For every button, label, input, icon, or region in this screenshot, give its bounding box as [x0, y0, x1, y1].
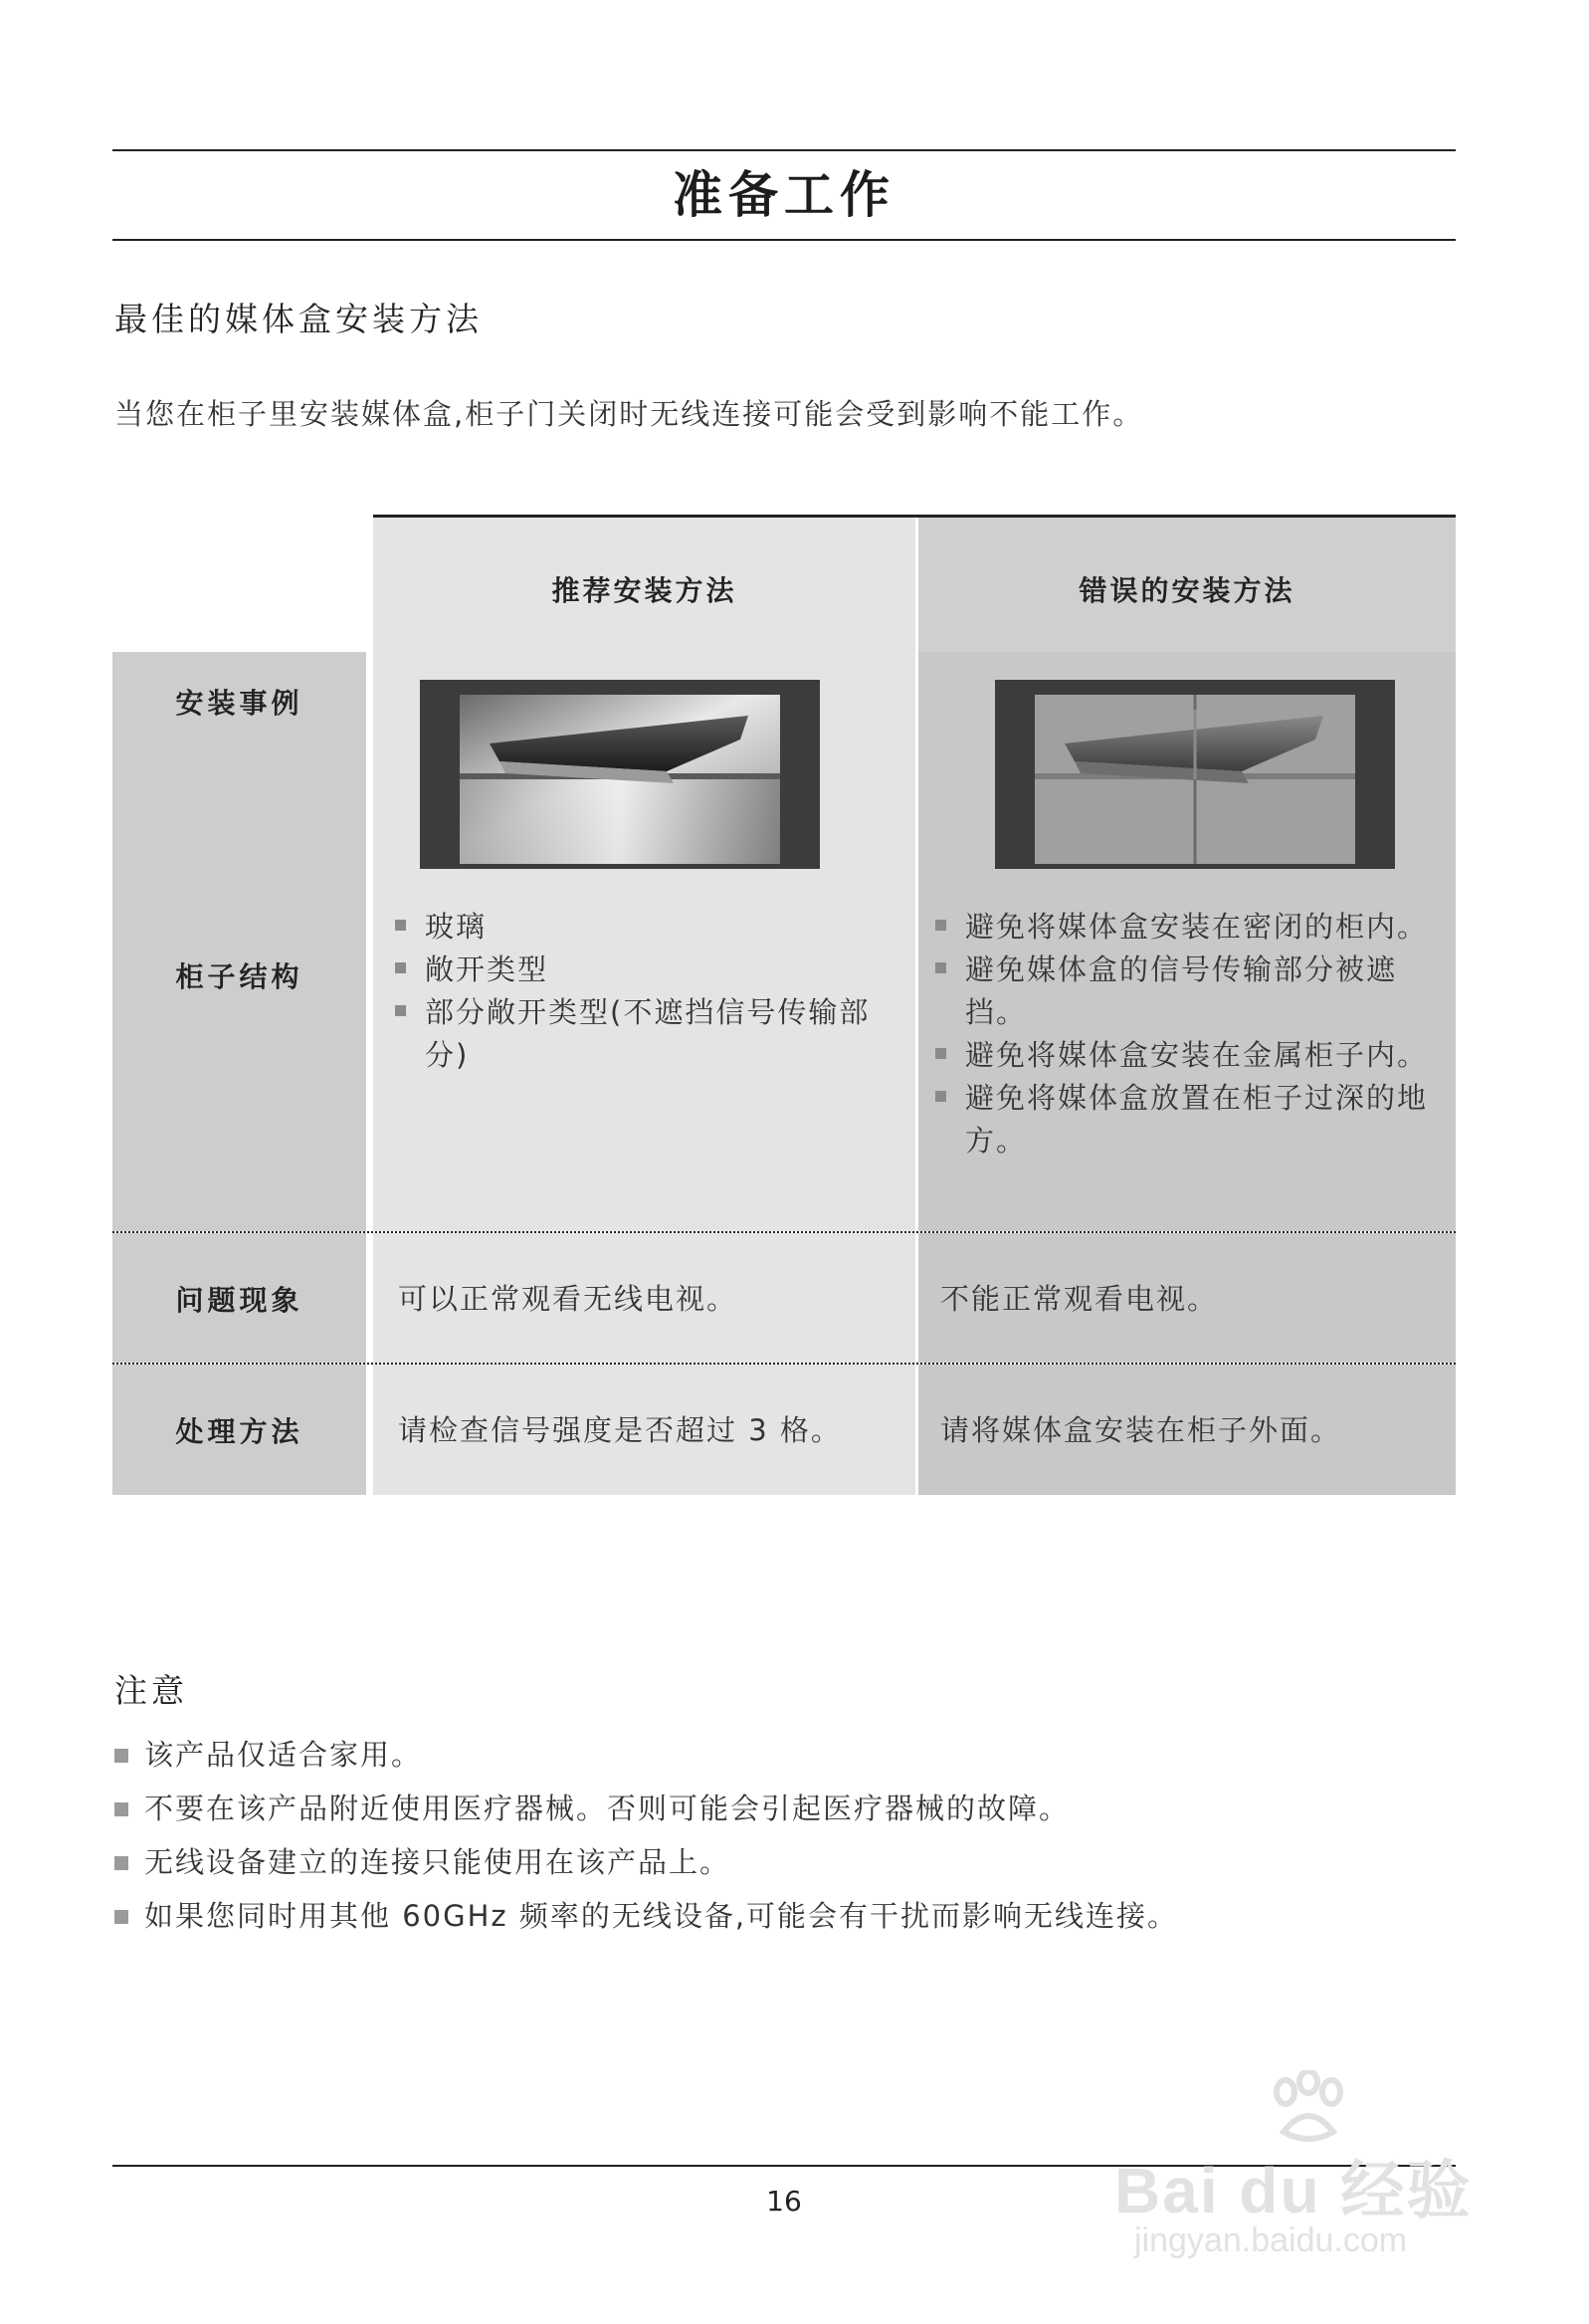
header-recommended: 推荐安装方法: [551, 574, 737, 607]
recommended-structure-list: [395, 906, 897, 1077]
wrong-top-cell: [918, 652, 1456, 1231]
row-label-symptom: 问题现象: [175, 1284, 303, 1317]
notes-heading: 注意: [114, 1671, 188, 1710]
bullet-square-icon: [935, 962, 946, 973]
header-wrong: 错误的安装方法: [1079, 574, 1295, 607]
bullet-square-icon: [395, 920, 406, 931]
row-label-example: 安装事例: [175, 687, 303, 720]
page-number: 16: [766, 2185, 802, 2218]
list-item: 部分敞开类型(不遮挡信号传输部分): [395, 991, 897, 1077]
bullet-square-icon: [114, 1856, 128, 1870]
title-rule: [112, 239, 1456, 241]
watermark-brand: Bai du 经验: [1114, 2155, 1473, 2226]
bullet-square-icon: [395, 1005, 406, 1016]
bullet-square-icon: [935, 920, 946, 931]
list-item: 该产品仅适合家用。: [114, 1728, 1448, 1782]
wrong-solution: 请将媒体盒安装在柜子外面。: [940, 1413, 1342, 1447]
list-item: 避免媒体盒的信号传输部分被遮挡。: [935, 949, 1438, 1034]
wrong-structure-list: [935, 906, 1438, 1162]
wrong-solution-cell: [918, 1365, 1456, 1495]
bullet-square-icon: [935, 1048, 946, 1059]
bullet-square-icon: [114, 1802, 128, 1816]
header-recommended-cell: [373, 518, 915, 652]
top-rule: [112, 149, 1456, 151]
paw-logo-icon: [1264, 2070, 1353, 2150]
label-column-top: [112, 652, 366, 1231]
bullet-square-icon: [114, 1910, 128, 1924]
section-heading: 最佳的媒体盒安装方法: [114, 300, 483, 338]
list-item: 如果您同时用其他 60GHz 频率的无线设备,可能会有干扰而影响无线连接。: [114, 1889, 1448, 1943]
notes-list: [114, 1728, 1448, 1943]
list-item: 避免将媒体盒安装在密闭的柜内。: [935, 906, 1438, 949]
intro-paragraph: 当您在柜子里安装媒体盒,柜子门关闭时无线连接可能会受到影响不能工作。: [114, 397, 1144, 431]
recommended-install-illustration: [420, 680, 820, 869]
recommended-solution-cell: [373, 1365, 915, 1495]
label-cell-solution: [112, 1365, 366, 1495]
recommended-symptom: 可以正常观看无线电视。: [398, 1282, 738, 1316]
row-separator-1: [112, 1231, 1456, 1233]
header-wrong-cell: [918, 518, 1456, 652]
row-separator-2: [112, 1363, 1456, 1365]
recommended-solution: 请检查信号强度是否超过 3 格。: [398, 1413, 842, 1447]
wrong-symptom-cell: [918, 1233, 1456, 1363]
list-item: 敞开类型: [395, 949, 897, 991]
row-label-solution: 处理方法: [175, 1415, 303, 1448]
list-item: 避免将媒体盒放置在柜子过深的地方。: [935, 1077, 1438, 1162]
label-cell-symptom: [112, 1233, 366, 1363]
recommended-top-cell: [373, 652, 915, 1231]
bullet-square-icon: [395, 962, 406, 973]
list-item: 避免将媒体盒安装在金属柜子内。: [935, 1034, 1438, 1077]
bullet-square-icon: [935, 1091, 946, 1102]
page-title: 准备工作: [673, 166, 895, 224]
list-item: 无线设备建立的连接只能使用在该产品上。: [114, 1835, 1448, 1889]
list-item: 玻璃: [395, 906, 897, 949]
recommended-symptom-cell: [373, 1233, 915, 1363]
wrong-symptom: 不能正常观看电视。: [940, 1282, 1219, 1316]
bullet-square-icon: [114, 1749, 128, 1763]
row-label-structure: 柜子结构: [175, 960, 303, 993]
wrong-install-illustration: [995, 680, 1395, 869]
list-item: 不要在该产品附近使用医疗器械。否则可能会引起医疗器械的故障。: [114, 1782, 1448, 1835]
watermark-url: jingyan.baidu.com: [1134, 2221, 1408, 2259]
